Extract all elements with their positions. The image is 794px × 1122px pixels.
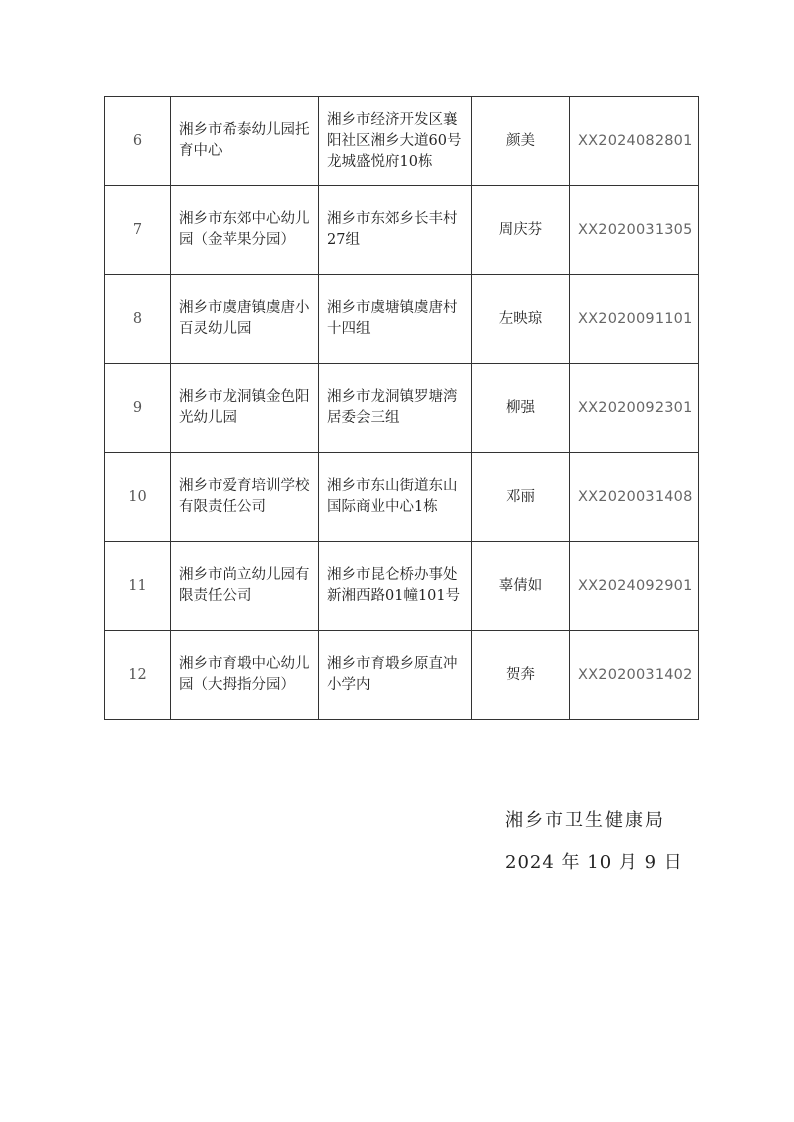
- row-number: 8: [105, 275, 171, 364]
- institution-name: 湘乡市东郊中心幼儿园（金苹果分园）: [171, 186, 319, 275]
- registration-code: XX2020031408: [570, 453, 699, 542]
- institution-address: 湘乡市龙洞镇罗塘湾居委会三组: [319, 364, 472, 453]
- issuing-authority: 湘乡市卫生健康局: [505, 810, 665, 831]
- table-row: [105, 275, 699, 364]
- institution-address: 湘乡市东山街道东山国际商业中心1栋: [319, 453, 472, 542]
- legal-representative: 辜倩如: [472, 542, 570, 631]
- registry-table: [104, 96, 699, 720]
- table-row: [105, 631, 699, 720]
- row-number: 7: [105, 186, 171, 275]
- legal-representative: 贺奔: [472, 631, 570, 720]
- table-row: [105, 186, 699, 275]
- issue-date: 2024 年 10 月 9 日: [505, 852, 683, 873]
- table-row: [105, 542, 699, 631]
- table-row: [105, 453, 699, 542]
- registration-code: XX2024092901: [570, 542, 699, 631]
- table-row: [105, 364, 699, 453]
- institution-address: 湘乡市昆仑桥办事处新湘西路01幢101号: [319, 542, 472, 631]
- registration-code: XX2020092301: [570, 364, 699, 453]
- legal-representative: 周庆芬: [472, 186, 570, 275]
- row-number: 6: [105, 97, 171, 186]
- institution-name: 湘乡市希泰幼儿园托育中心: [171, 97, 319, 186]
- institution-address: 湘乡市经济开发区襄阳社区湘乡大道60号龙城盛悦府10栋: [319, 97, 472, 186]
- legal-representative: 邓丽: [472, 453, 570, 542]
- legal-representative: 颜美: [472, 97, 570, 186]
- legal-representative: 柳强: [472, 364, 570, 453]
- legal-representative: 左映琼: [472, 275, 570, 364]
- institution-name: 湘乡市虞唐镇虞唐小百灵幼儿园: [171, 275, 319, 364]
- institution-name: 湘乡市尚立幼儿园有限责任公司: [171, 542, 319, 631]
- institution-name: 湘乡市爱育培训学校有限责任公司: [171, 453, 319, 542]
- institution-name: 湘乡市育塅中心幼儿园（大拇指分园）: [171, 631, 319, 720]
- institution-address: 湘乡市虞塘镇虞唐村十四组: [319, 275, 472, 364]
- row-number: 12: [105, 631, 171, 720]
- row-number: 11: [105, 542, 171, 631]
- registration-code: XX2020091101: [570, 275, 699, 364]
- row-number: 10: [105, 453, 171, 542]
- registration-code: XX2020031305: [570, 186, 699, 275]
- institution-address: 湘乡市东郊乡长丰村27组: [319, 186, 472, 275]
- institution-address: 湘乡市育塅乡原直冲小学内: [319, 631, 472, 720]
- row-number: 9: [105, 364, 171, 453]
- registration-code: XX2024082801: [570, 97, 699, 186]
- table-row: [105, 97, 699, 186]
- registration-code: XX2020031402: [570, 631, 699, 720]
- institution-name: 湘乡市龙洞镇金色阳光幼儿园: [171, 364, 319, 453]
